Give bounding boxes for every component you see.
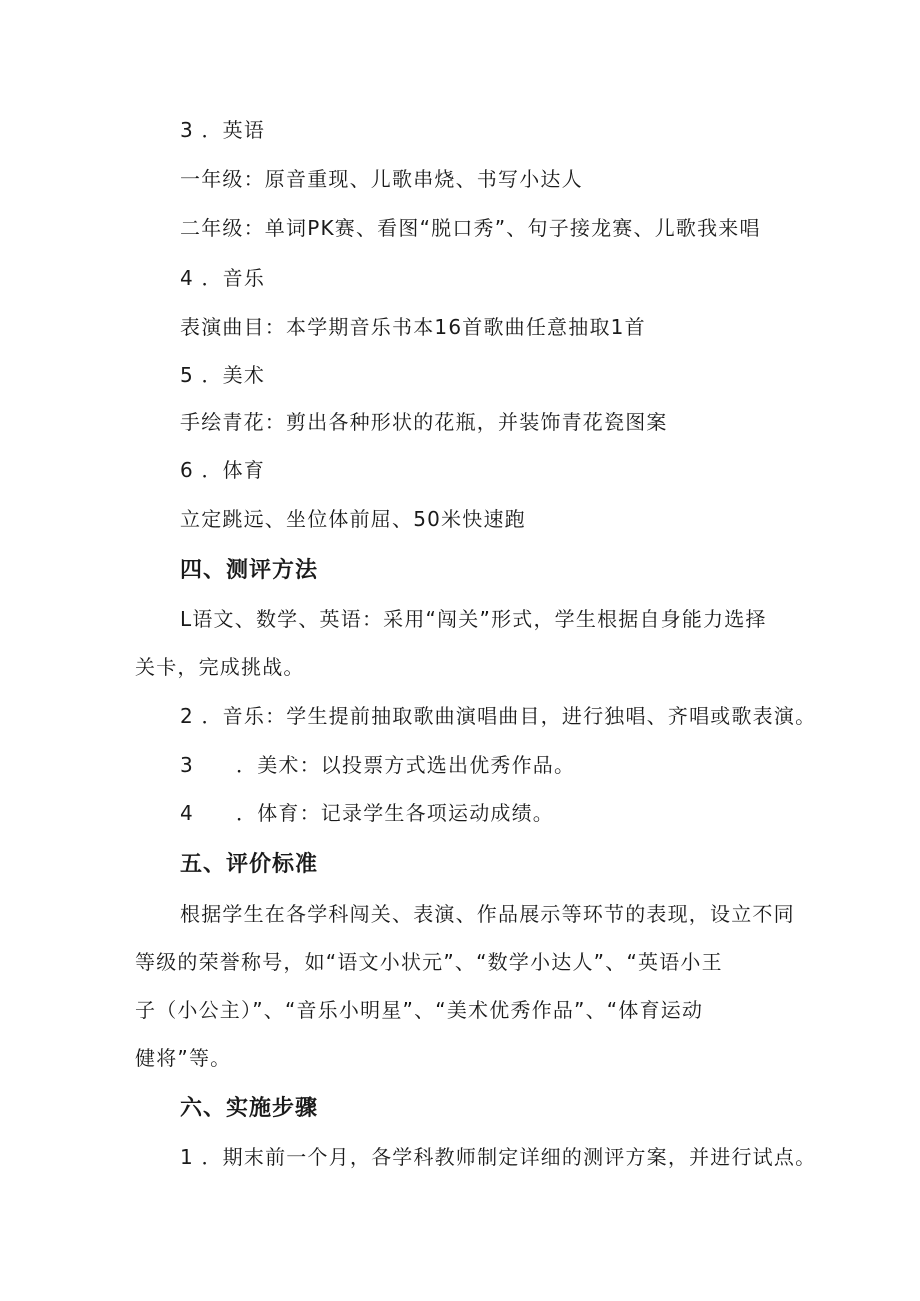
section5-line3: 子（小公主）”、“音乐小明星”、“美术优秀作品”、“体育运动 xyxy=(135,998,704,1022)
section4-item3-text: ．美术：以投票方式选出优秀作品。 xyxy=(236,753,576,777)
section4-item4-text: ．体育：记录学生各项运动成绩。 xyxy=(236,801,554,825)
section5-line2: 等级的荣誉称号，如“语文小状元”、“数学小达人”、“英语小王 xyxy=(135,950,723,974)
english-title: 3 ．英语 xyxy=(180,118,266,142)
english-grade1: 一年级：原音重现、儿歌串烧、书写小达人 xyxy=(180,167,583,191)
section4-item4-number: 4 xyxy=(180,801,194,825)
section4-item1-line1: L语文、数学、英语：采用“闯关”形式，学生根据自身能力选择 xyxy=(180,607,767,631)
section4-item3-number: 3 xyxy=(180,753,194,777)
section6-item1: 1 ．期末前一个月，各学科教师制定详细的测评方案，并进行试点。 xyxy=(180,1145,817,1169)
section5-heading: 五、评价标准 xyxy=(180,852,319,877)
music-title: 4 ．音乐 xyxy=(180,266,266,290)
section5-line1: 根据学生在各学科闯关、表演、作品展示等环节的表现，设立不同 xyxy=(180,902,795,926)
section5-line4: 健将”等。 xyxy=(135,1046,232,1070)
music-content: 表演曲目：本学期音乐书本16首歌曲任意抽取1首 xyxy=(180,315,646,339)
pe-content: 立定跳远、坐位体前屈、50米快速跑 xyxy=(180,507,526,531)
section4-heading: 四、测评方法 xyxy=(180,558,319,583)
section4-item1-line2: 关卡，完成挑战。 xyxy=(135,655,305,679)
english-grade2: 二年级：单词PK赛、看图“脱口秀”、句子接龙赛、儿歌我来唱 xyxy=(180,216,761,240)
art-content: 手绘青花：剪出各种形状的花瓶，并装饰青花瓷图案 xyxy=(180,410,668,434)
pe-title: 6 ．体育 xyxy=(180,458,266,482)
section6-heading: 六、实施步骤 xyxy=(180,1096,319,1121)
art-title: 5 ．美术 xyxy=(180,363,266,387)
section4-item2: 2 ．音乐：学生提前抽取歌曲演唱曲目，进行独唱、齐唱或歌表演。 xyxy=(180,704,817,728)
